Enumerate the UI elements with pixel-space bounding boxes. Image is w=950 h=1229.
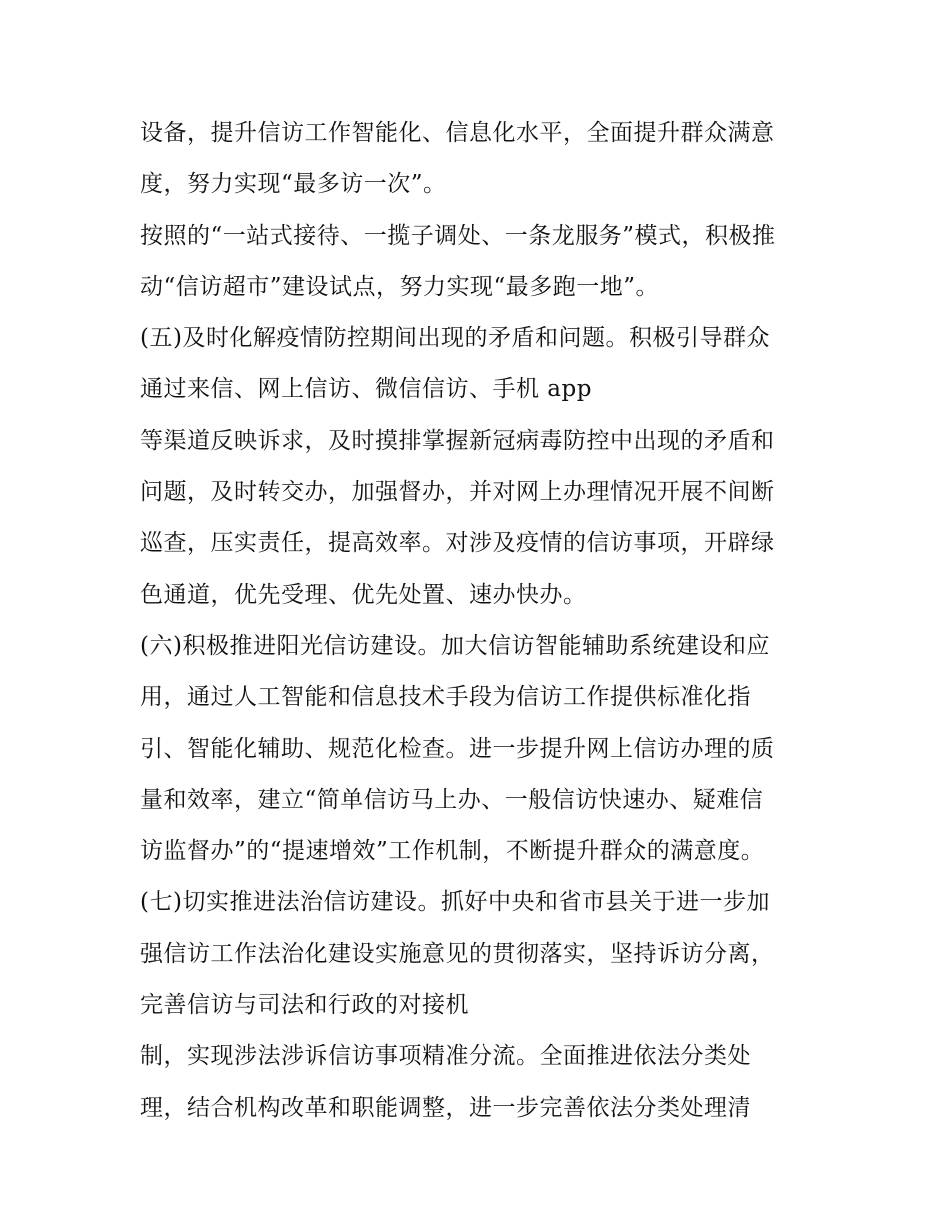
text-line: 度，努力实现“最多访一次”。 (140, 171, 447, 198)
text-line: (七)切实推进法治信访建设。抓好中央和省市县关于进一步加 (140, 889, 770, 916)
text-line: 等渠道反映诉求，及时摸排掌握新冠病毒防控中出现的矛盾和 (140, 427, 775, 454)
text-line: 量和效率，建立“简单信访马上办、一般信访快速办、疑难信 (140, 786, 764, 813)
text-line: 完善信访与司法和行政的对接机 (140, 992, 469, 1019)
text-line: 按照的“一站式接待、一揽子调处、一条龙服务”模式，积极推 (140, 222, 776, 249)
text-line: 理，结合机构改革和职能调整，进一步完善依法分类处理清 (140, 1094, 751, 1121)
text-line: 引、智能化辅助、规范化检查。进一步提升网上信访办理的质 (140, 735, 775, 762)
text-line: 通过来信、网上信访、微信信访、手机 app (140, 376, 592, 403)
text-line: 动“信访超市”建设试点，努力实现“最多跑一地”。 (140, 273, 660, 300)
text-line: 用，通过人工智能和信息技术手段为信访工作提供标准化指 (140, 684, 751, 711)
text-line: 访监督办”的“提速增效”工作机制，不断提升群众的满意度。 (140, 838, 765, 865)
text-line: (五)及时化解疫情防控期间出现的矛盾和问题。积极引导群众 (140, 325, 770, 352)
text-line: 巡查，压实责任，提高效率。对涉及疫情的信访事项，开辟绿 (140, 530, 775, 557)
text-line: 问题，及时转交办，加强督办，并对网上办理情况开展不间断 (140, 479, 775, 506)
text-line: 强信访工作法治化建设实施意见的贯彻落实，坚持诉访分离， (140, 940, 775, 967)
text-line: 设备，提升信访工作智能化、信息化水平，全面提升群众满意 (140, 120, 775, 146)
text-line: 色通道，优先受理、优先处置、速办快办。 (140, 581, 587, 608)
document-body (140, 108, 830, 1134)
text-line: (六)积极推进阳光信访建设。加大信访智能辅助系统建设和应 (140, 632, 770, 659)
text-line: 制，实现涉法涉诉信访事项精准分流。全面推进依法分类处 (140, 1043, 751, 1070)
